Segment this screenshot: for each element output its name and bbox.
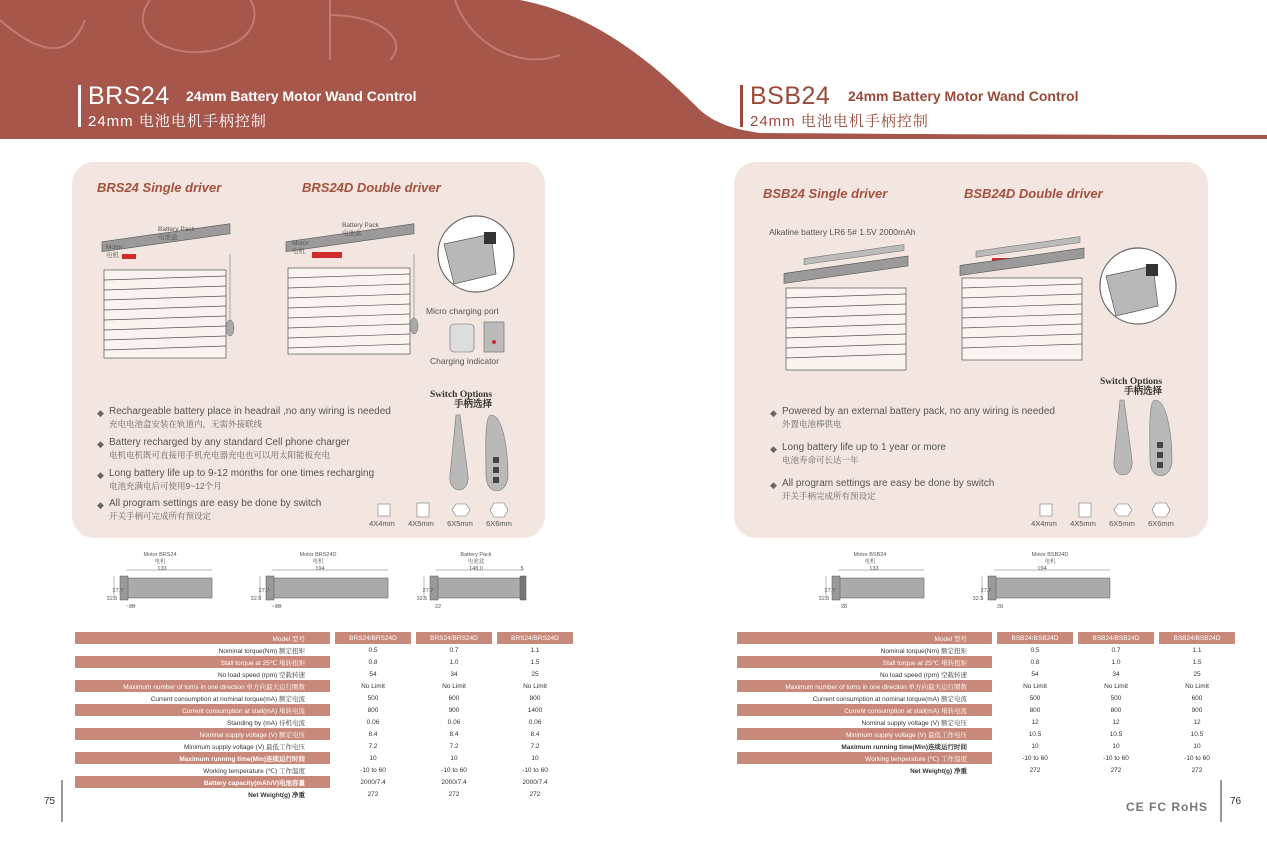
right-row-value: No Limit — [1104, 682, 1128, 690]
table-row — [75, 680, 573, 692]
charging-port-detail — [448, 318, 508, 358]
right-row-value: -10 to 60 — [1103, 754, 1129, 762]
right-header-bar — [740, 85, 743, 127]
left-row-value: No Limit — [442, 682, 466, 690]
left-row-value: 272 — [448, 790, 460, 798]
right-row-value: 0.8 — [1030, 658, 1040, 666]
left-bullet-1: ◆ Rechargeable battery place in headrail ,no any wiring is needed 充电电池盒安装在轨道内，无需外接联线 — [97, 406, 391, 429]
left-header-bar — [78, 85, 81, 127]
dim-battery-length: 148.0 — [469, 566, 483, 572]
table-row — [737, 704, 1235, 716]
right-row-value: 10.5 — [1028, 730, 1042, 738]
left-bullet-2: ◆ Battery recharged by any standard Cell phone charger 电机电机既可直接用手机充电器充电也可以用太阳能板充电 — [97, 437, 350, 460]
dim-bsb24d-d3: 28 — [996, 604, 1004, 610]
left-header — [78, 82, 498, 132]
right-row-label: Current consumption at nominal torque(mA) 额定电流 — [812, 695, 967, 703]
left-row-value: 2000/7.4 — [360, 778, 386, 786]
callout-motor-1: Motor 电机 — [106, 244, 123, 259]
dim-battery-d4: 5 — [520, 566, 524, 572]
right-row-label: Nominal torque(Nm) 额定扭矩 — [880, 647, 967, 655]
callout-battery-pack-2: Battery Pack 电池盒 — [342, 222, 379, 237]
right-product-title-cn: 24mm 电池电机手柄控制 — [750, 113, 929, 130]
left-row-value: 600 — [448, 694, 460, 702]
right-size-6x5: 6X5mm — [1109, 519, 1135, 528]
dim-brs24d-d2: 32.5 — [250, 596, 262, 602]
right-row-value: 800 — [1029, 706, 1041, 714]
dim-brs24d-length: 194 — [315, 566, 325, 572]
dim-brs24-d1: 27.7 — [112, 588, 124, 594]
blind-bsb-double-illustration — [956, 240, 1096, 370]
left-row-label: Nominal supply voltage (V) 额定电压 — [75, 728, 330, 740]
drawing-label-motor-bsb24d: Motor BSB24D 电机 — [1031, 552, 1069, 565]
left-spec-table — [75, 632, 573, 800]
table-row — [75, 776, 573, 788]
left-row-value: 2000/7.4 — [441, 778, 467, 786]
dim-bsb24-d3: 28 — [840, 604, 848, 610]
dim-bsb24-d1: 27.7 — [824, 588, 836, 594]
right-size-4x5: 4X5mm — [1070, 519, 1096, 528]
zoom-detail-circle — [436, 214, 516, 294]
right-row-label: Working temperature (℃) 工作温度 — [737, 752, 992, 764]
left-double-driver-title: BRS24D Double driver — [302, 180, 441, 195]
left-product-title-cn: 24mm 电池电机手柄控制 — [88, 113, 267, 130]
left-bullet-4: ◆ All program settings are easy be done by switch 开关手柄可完成所有预设定 — [97, 498, 322, 521]
right-table-header-label: Model 型号 — [737, 632, 992, 644]
left-row-value: 8.4 — [368, 730, 378, 738]
left-row-value: 500 — [367, 694, 379, 702]
right-row-value: -10 to 60 — [1184, 754, 1210, 762]
left-row-value: 800 — [529, 694, 541, 702]
dim-battery-d3: 22 — [434, 604, 442, 610]
table-row — [75, 788, 573, 800]
right-row-value: 12 — [1193, 718, 1201, 726]
left-row-value: 0.8 — [368, 658, 378, 666]
left-row-value: 34 — [450, 670, 458, 678]
right-size-4x4: 4X4mm — [1031, 519, 1057, 528]
table-row — [75, 728, 573, 740]
callout-motor-2: Motor 电机 — [292, 240, 309, 255]
right-row-value: 10.5 — [1109, 730, 1123, 738]
dim-brs24d-d1: 27.7 — [258, 588, 270, 594]
table-row — [75, 764, 573, 776]
left-row-label: Minimum supply voltage (V) 最低工作电压 — [184, 743, 305, 751]
right-row-value: 10 — [1112, 742, 1120, 750]
left-size-shapes — [370, 500, 530, 520]
left-row-label: Battery capacity(mAh/V)电池容量 — [75, 776, 330, 788]
left-bullet-3: ◆ Long battery life up to 9-12 months for one times recharging 电池充满电后可使用9~12个月 — [97, 468, 375, 491]
left-size-6x6: 6X6mm — [486, 519, 512, 528]
right-row-value: 12 — [1031, 718, 1039, 726]
certification-marks: CE FC RoHS — [1126, 800, 1208, 814]
left-row-label: Maximum number of turns in one direction 单方向最大运行圈数 — [75, 680, 330, 692]
left-row-value: 0.06 — [528, 718, 542, 726]
table-row — [75, 740, 573, 752]
left-row-value: 2000/7.4 — [522, 778, 548, 786]
right-row-label: Net Weight(g) 净重 — [910, 767, 967, 775]
blind-bsb-single-illustration — [780, 248, 920, 378]
table-row — [75, 656, 573, 668]
table-row — [737, 680, 1235, 692]
table-row — [737, 656, 1235, 668]
left-row-value: 900 — [448, 706, 460, 714]
right-row-value: 272 — [1029, 766, 1041, 774]
left-row-value: 10 — [450, 754, 458, 762]
table-row — [737, 752, 1235, 764]
dim-battery-d2: 32.5 — [416, 596, 428, 602]
left-size-6x5: 6X5mm — [447, 519, 473, 528]
right-row-value: 0.7 — [1111, 646, 1121, 654]
right-row-value: 12 — [1112, 718, 1120, 726]
table-row — [737, 740, 1235, 752]
right-product-title: 24mm Battery Motor Wand Control — [848, 88, 1079, 104]
right-zoom-detail-circle — [1098, 246, 1178, 326]
right-row-label: Maximum running time(Min)连续运行时间 — [841, 743, 967, 751]
right-bullet-1: ◆ Powered by an external battery pack, no any wiring is needed 外置电池棒供电 — [770, 406, 1055, 429]
right-single-driver-title: BSB24 Single driver — [763, 186, 888, 201]
left-row-value: 0.7 — [449, 646, 459, 654]
left-row-label: Standing by (mA) 待机电流 — [226, 719, 305, 727]
micro-charging-port-label: Micro charging port — [426, 306, 499, 316]
left-row-value: 272 — [367, 790, 379, 798]
left-row-value: 7.2 — [449, 742, 459, 750]
right-row-label: Minimum supply voltage (V) 最低工作电压 — [737, 728, 992, 740]
right-row-value: 0.5 — [1030, 646, 1040, 654]
left-table-col-header: BRS24/BRS24D — [416, 632, 492, 644]
left-row-value: 272 — [529, 790, 541, 798]
right-spec-table — [737, 632, 1235, 776]
dim-bsb24d-length: 194 — [1037, 566, 1047, 572]
table-row — [75, 716, 573, 728]
table-row — [737, 692, 1235, 704]
right-table-col-header: BSB24/BSB24D — [997, 632, 1073, 644]
dim-battery-d1: 27.7 — [422, 588, 434, 594]
right-table-col-header: BSB24/BSB24D — [1159, 632, 1235, 644]
left-page-divider — [61, 780, 63, 822]
right-row-value: 10.5 — [1190, 730, 1204, 738]
right-row-label: No load speed (rpm) 空载转速 — [879, 671, 967, 679]
dim-brs24-d2: 32.5 — [106, 596, 118, 602]
left-row-value: 10 — [531, 754, 539, 762]
table-row — [737, 716, 1235, 728]
right-header — [740, 82, 1160, 132]
left-row-label: Maximum running time(Min)连续运行时间 — [75, 752, 330, 764]
left-row-label: Net Weight(g) 净重 — [248, 791, 305, 799]
table-row — [75, 692, 573, 704]
right-size-shapes — [1032, 500, 1192, 520]
left-row-value: 800 — [367, 706, 379, 714]
right-row-value: 10 — [1193, 742, 1201, 750]
right-row-label: Current consumption at stall(mA) 堵转电流 — [737, 704, 992, 716]
dim-brs24-length: 133 — [157, 566, 167, 572]
left-row-value: 1400 — [527, 706, 543, 714]
right-bullet-3: ◆ All program settings are easy be done by switch 开关手柄完成所有预设定 — [770, 478, 995, 501]
right-page-divider — [1220, 780, 1222, 822]
left-row-label: No load speed (rpm) 空载转速 — [217, 671, 305, 679]
right-model-title: BSB24 — [750, 82, 831, 110]
right-row-value: 272 — [1110, 766, 1122, 774]
right-bullet-2: ◆ Long battery life up to 1 year or more 电池寿命可长达一年 — [770, 442, 946, 465]
left-row-value: -10 to 60 — [360, 766, 386, 774]
left-row-label: Working temperature (℃) 工作温度 — [203, 767, 305, 775]
left-row-label: Stall torque at 25℃ 堵转扭矩 — [75, 656, 330, 668]
left-row-value: 1.5 — [530, 658, 540, 666]
right-row-value: 34 — [1112, 670, 1120, 678]
left-row-value: -10 to 60 — [441, 766, 467, 774]
right-row-value: 10 — [1031, 742, 1039, 750]
drawing-label-motor-brs24d: Motor BRS24D 电机 — [299, 552, 337, 565]
right-page-number: 76 — [1230, 796, 1242, 807]
left-row-label: Current consumption at stall(mA) 堵转电流 — [75, 704, 330, 716]
table-row — [75, 668, 573, 680]
left-row-value: 25 — [531, 670, 539, 678]
left-row-value: 0.06 — [447, 718, 461, 726]
right-row-value: 900 — [1191, 706, 1203, 714]
left-row-value: 0.06 — [366, 718, 380, 726]
table-row — [737, 728, 1235, 740]
left-row-value: 1.0 — [449, 658, 459, 666]
right-row-value: 272 — [1191, 766, 1203, 774]
table-row — [75, 644, 573, 656]
left-row-value: -10 to 60 — [522, 766, 548, 774]
left-size-4x4: 4X4mm — [369, 519, 395, 528]
right-row-value: No Limit — [1023, 682, 1047, 690]
left-row-value: 0.5 — [368, 646, 378, 654]
right-row-value: 1.1 — [1192, 646, 1202, 654]
left-row-value: 8.4 — [449, 730, 459, 738]
left-switch-handles — [446, 415, 516, 505]
right-row-value: 500 — [1110, 694, 1122, 702]
table-row — [75, 704, 573, 716]
right-row-value: -10 to 60 — [1022, 754, 1048, 762]
right-row-label: Stall torque at 25℃ 堵转扭矩 — [737, 656, 992, 668]
dim-bsb24-length: 133 — [869, 566, 879, 572]
left-row-value: 8.4 — [530, 730, 540, 738]
dim-bsb24d-d1: 27.7 — [980, 588, 992, 594]
drawing-label-motor-bsb24: Motor BSB24 电机 — [853, 552, 887, 565]
right-row-value: 800 — [1110, 706, 1122, 714]
alkaline-battery-note: Alkaline battery LR6 5# 1.5V 2000mAh — [769, 227, 916, 237]
right-row-value: 1.0 — [1111, 658, 1121, 666]
left-row-label: Nominal torque(Nm) 额定扭矩 — [218, 647, 305, 655]
callout-battery-pack-1: Battery Pack 电池盒 — [158, 226, 195, 241]
left-row-value: 7.2 — [530, 742, 540, 750]
table-row — [737, 764, 1235, 776]
dim-bsb24d-d2: 32.5 — [972, 596, 984, 602]
left-single-driver-title: BRS24 Single driver — [97, 180, 222, 195]
left-table-col-header: BRS24/BRS24D — [335, 632, 411, 644]
left-table-col-header: BRS24/BRS24D — [497, 632, 573, 644]
right-switch-options-label: Switch Options 手柄选择 — [1100, 377, 1163, 397]
left-switch-options-label: Switch Options 手柄选择 — [430, 390, 493, 410]
dim-brs24-d3: 28 — [128, 604, 136, 610]
charging-indicator-label: Charging indicator — [430, 356, 499, 366]
right-switch-handles — [1110, 400, 1180, 490]
left-row-value: No Limit — [523, 682, 547, 690]
left-product-title: 24mm Battery Motor Wand Control — [186, 88, 417, 104]
right-table-col-header: BSB24/BSB24D — [1078, 632, 1154, 644]
table-row — [75, 752, 573, 764]
right-row-value: 25 — [1193, 670, 1201, 678]
left-row-value: 54 — [369, 670, 377, 678]
drawing-label-motor-brs24: Motor BRS24 电机 — [143, 552, 177, 565]
left-row-value: 1.1 — [530, 646, 540, 654]
right-row-value: 54 — [1031, 670, 1039, 678]
left-row-value: 7.2 — [368, 742, 378, 750]
right-size-6x6: 6X6mm — [1148, 519, 1174, 528]
dim-bsb24-d2: 32.5 — [818, 596, 830, 602]
right-row-value: 500 — [1029, 694, 1041, 702]
right-double-driver-title: BSB24D Double driver — [964, 186, 1103, 201]
right-row-value: No Limit — [1185, 682, 1209, 690]
left-size-4x5: 4X5mm — [408, 519, 434, 528]
left-model-title: BRS24 — [88, 82, 170, 110]
dim-brs24d-d3: 28 — [274, 604, 282, 610]
table-row — [737, 668, 1235, 680]
right-row-value: 1.5 — [1192, 658, 1202, 666]
table-row — [737, 644, 1235, 656]
drawing-label-battery-pack: Battery Pack 电池盒 — [460, 552, 492, 565]
right-row-label: Maximum number of turns in one direction 单方向最大运行圈数 — [737, 680, 992, 692]
right-row-label: Nominal supply voltage (V) 额定电压 — [861, 719, 967, 727]
left-table-header-label: Model 型号 — [75, 632, 330, 644]
right-row-value: 600 — [1191, 694, 1203, 702]
left-page-number: 75 — [44, 796, 56, 807]
left-row-value: 10 — [369, 754, 377, 762]
left-row-value: No Limit — [361, 682, 385, 690]
left-row-label: Current consumption at nominal torque(mA) 额定电流 — [150, 695, 305, 703]
